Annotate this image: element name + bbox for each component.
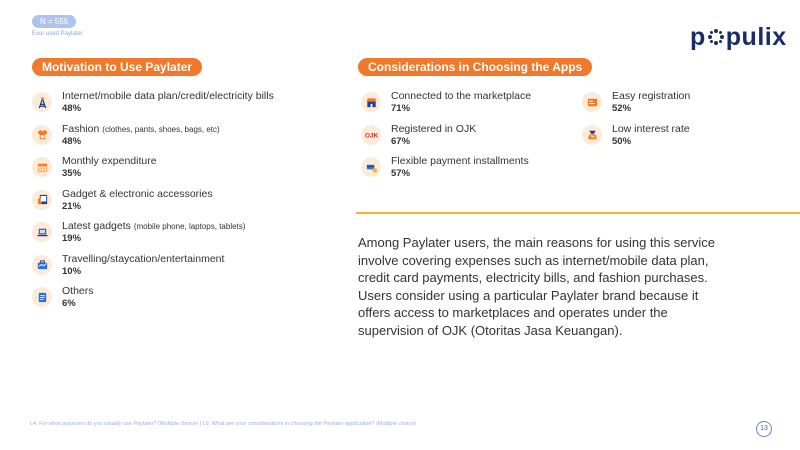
item-label: Fashion (clothes, pants, shoes, bags, etc) <box>62 122 220 135</box>
motivation-item-monthly <box>32 155 332 188</box>
considerations-list-right <box>582 90 732 155</box>
document-icon <box>32 287 52 307</box>
motivation-item-fashion <box>32 123 332 156</box>
interest-icon <box>582 125 602 145</box>
item-label: Connected to the marketplace <box>391 90 532 102</box>
consideration-item-marketplace <box>361 90 576 123</box>
section-divider <box>356 212 800 214</box>
logo-dots-icon <box>707 28 725 46</box>
sample-size-badge: N = 555 <box>32 15 76 28</box>
item-label: Internet/mobile data plan/credit/electricity bills <box>62 90 274 102</box>
summary-paragraph: Among Paylater users, the main reasons for using this service involve covering expenses such as internet/mobile data plan, credit card payments, electricity bills, and fashion purchases. Users consider using a particular Paylater brand because it offers access to marketplaces and operates under the supervision of OJK (Otoritas Jasa Keuangan). <box>358 235 715 338</box>
gadget-icon <box>32 190 52 210</box>
ojk-icon <box>361 125 381 145</box>
consideration-item-ojk <box>361 123 576 156</box>
svg-text:%: % <box>590 134 594 140</box>
registration-icon <box>582 92 602 112</box>
item-percentage: 52% <box>612 103 632 114</box>
signal-tower-icon <box>32 92 52 112</box>
motivation-item-gadget <box>32 188 332 221</box>
question-footnote: L4. For what purposes do you usually use Paylater? (Multiple choice) | L9. What are your considerations in choosing the Paylater application? (Multiple choice) <box>30 421 417 427</box>
item-label: Latest gadgets (mobile phone, laptops, tablets) <box>62 220 246 232</box>
motivation-item-bills <box>32 90 332 123</box>
item-label: Easy registration <box>612 90 691 102</box>
item-percentage: 6% <box>62 298 76 309</box>
consideration-item-registration <box>582 90 732 123</box>
sample-caption: Ever used Paylater <box>32 31 83 37</box>
item-percentage: 48% <box>62 103 82 114</box>
store-icon <box>361 92 381 112</box>
item-percentage: 21% <box>62 200 82 212</box>
laptop-icon <box>32 222 52 242</box>
logo-text-end: pulix <box>725 23 787 51</box>
item-percentage: 67% <box>391 135 411 147</box>
item-percentage: 19% <box>62 233 82 244</box>
motivation-list <box>32 90 332 318</box>
motivation-item-travelling <box>32 253 332 286</box>
motivation-item-latest-gadgets <box>32 220 332 253</box>
item-label: Monthly expenditure <box>62 155 157 167</box>
svg-text:OJK: OJK <box>364 132 378 140</box>
item-label: Gadget & electronic accessories <box>62 187 213 200</box>
item-percentage: 35% <box>62 168 82 179</box>
item-percentage: 57% <box>391 168 411 179</box>
installment-icon <box>361 157 381 177</box>
item-label: Others <box>62 285 94 297</box>
item-label: Flexible payment installments <box>391 155 529 167</box>
consideration-item-installments <box>361 155 576 188</box>
populix-logo <box>690 24 787 50</box>
item-percentage: 50% <box>612 135 632 147</box>
item-label: Registered in OJK <box>391 122 477 135</box>
considerations-heading: Considerations in Choosing the Apps <box>358 58 592 76</box>
consideration-item-interest <box>582 123 732 156</box>
motivation-heading: Motivation to Use Paylater <box>32 58 202 76</box>
motivation-item-others <box>32 285 332 318</box>
page-number: 13 <box>756 421 772 437</box>
item-label: Low interest rate <box>612 122 690 135</box>
item-percentage: 10% <box>62 265 82 277</box>
item-percentage: 48% <box>62 135 82 147</box>
item-percentage: 71% <box>391 103 411 114</box>
travel-icon <box>32 255 52 275</box>
calendar-icon <box>32 157 52 177</box>
logo-text-start: p <box>690 23 706 51</box>
fashion-icon <box>32 125 52 145</box>
item-label: Travelling/staycation/entertainment <box>62 252 225 265</box>
considerations-list-left <box>361 90 576 188</box>
